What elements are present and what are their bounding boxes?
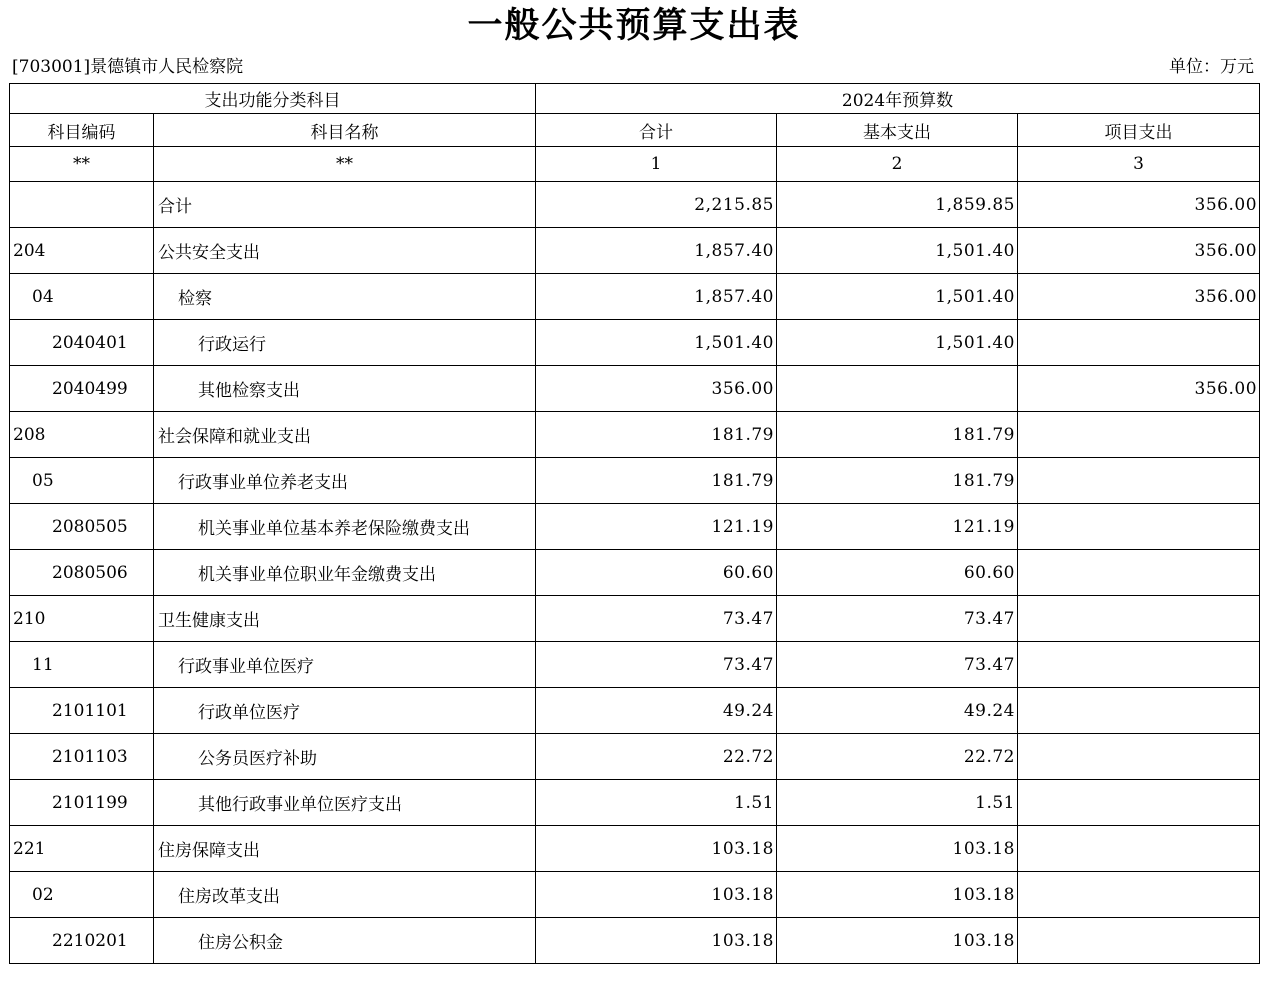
subject-code-cell (10, 182, 154, 228)
subject-name-cell: 卫生健康支出 (154, 596, 536, 642)
basic-expenditure-cell: 1,501.40 (777, 320, 1018, 366)
project-expenditure-cell (1018, 550, 1260, 596)
table-row (10, 458, 1260, 504)
project-expenditure-cell: 356.00 (1018, 228, 1260, 274)
table-row (10, 366, 1260, 412)
unit-label: 单位：万元 (1169, 57, 1254, 77)
total-cell: 1,501.40 (536, 320, 777, 366)
table-row (10, 320, 1260, 366)
basic-expenditure-cell: 103.18 (777, 826, 1018, 872)
total-cell: 181.79 (536, 458, 777, 504)
header-subject-code: 科目编码 (10, 114, 154, 147)
total-cell: 103.18 (536, 826, 777, 872)
table-row (10, 780, 1260, 826)
subject-name-cell: 机关事业单位基本养老保险缴费支出 (154, 504, 536, 550)
project-expenditure-cell: 356.00 (1018, 182, 1260, 228)
subject-code-cell: 2040499 (10, 366, 154, 412)
project-expenditure-cell (1018, 872, 1260, 918)
subject-code-cell: 221 (10, 826, 154, 872)
subject-code-cell: 204 (10, 228, 154, 274)
total-cell: 73.47 (536, 596, 777, 642)
project-expenditure-cell (1018, 688, 1260, 734)
table-row (10, 504, 1260, 550)
table-row (10, 412, 1260, 458)
subject-code-cell: 11 (10, 642, 154, 688)
organization-label: [703001]景德镇市人民检察院 (12, 57, 244, 77)
project-expenditure-cell: 356.00 (1018, 274, 1260, 320)
total-cell: 22.72 (536, 734, 777, 780)
subject-name-cell: 公务员医疗补助 (154, 734, 536, 780)
project-expenditure-cell (1018, 320, 1260, 366)
subject-name-cell: 其他检察支出 (154, 366, 536, 412)
index-project: 3 (1018, 147, 1260, 182)
header-group-function-classification: 支出功能分类科目 (10, 84, 536, 114)
header-group-row (10, 84, 1260, 114)
page-title: 一般公共预算支出表 (467, 6, 801, 46)
header-project-expenditure: 项目支出 (1018, 114, 1260, 147)
subject-code-cell: 2040401 (10, 320, 154, 366)
total-cell: 181.79 (536, 412, 777, 458)
subject-code-cell: 2080505 (10, 504, 154, 550)
project-expenditure-cell (1018, 642, 1260, 688)
subject-code-cell: 210 (10, 596, 154, 642)
subject-name-cell: 行政单位医疗 (154, 688, 536, 734)
basic-expenditure-cell: 103.18 (777, 918, 1018, 964)
basic-expenditure-cell: 49.24 (777, 688, 1018, 734)
basic-expenditure-cell: 181.79 (777, 412, 1018, 458)
header-index-row (10, 147, 1260, 182)
subject-name-cell: 公共安全支出 (154, 228, 536, 274)
basic-expenditure-cell (777, 366, 1018, 412)
total-cell: 1,857.40 (536, 274, 777, 320)
subject-name-cell: 其他行政事业单位医疗支出 (154, 780, 536, 826)
subject-name-cell: 行政事业单位医疗 (154, 642, 536, 688)
project-expenditure-cell (1018, 780, 1260, 826)
total-cell: 1,857.40 (536, 228, 777, 274)
subject-name-cell: 机关事业单位职业年金缴费支出 (154, 550, 536, 596)
subject-name-cell: 住房保障支出 (154, 826, 536, 872)
total-cell: 49.24 (536, 688, 777, 734)
project-expenditure-cell (1018, 734, 1260, 780)
index-code: ** (10, 147, 154, 182)
budget-table (9, 83, 1260, 964)
index-basic: 2 (777, 147, 1018, 182)
basic-expenditure-cell: 1,859.85 (777, 182, 1018, 228)
table-row (10, 550, 1260, 596)
total-cell: 60.60 (536, 550, 777, 596)
subject-name-cell: 检察 (154, 274, 536, 320)
total-cell: 356.00 (536, 366, 777, 412)
basic-expenditure-cell: 1,501.40 (777, 274, 1018, 320)
subject-name-cell: 社会保障和就业支出 (154, 412, 536, 458)
subject-code-cell: 2210201 (10, 918, 154, 964)
total-cell: 2,215.85 (536, 182, 777, 228)
total-cell: 73.47 (536, 642, 777, 688)
basic-expenditure-cell: 73.47 (777, 642, 1018, 688)
subject-name-cell: 行政运行 (154, 320, 536, 366)
subject-name-cell: 住房改革支出 (154, 872, 536, 918)
basic-expenditure-cell: 181.79 (777, 458, 1018, 504)
subject-code-cell: 02 (10, 872, 154, 918)
header-group-budget-year: 2024年预算数 (536, 84, 1260, 114)
table-row (10, 274, 1260, 320)
header-column-row (10, 114, 1260, 147)
basic-expenditure-cell: 103.18 (777, 872, 1018, 918)
subject-name-cell: 住房公积金 (154, 918, 536, 964)
basic-expenditure-cell: 60.60 (777, 550, 1018, 596)
project-expenditure-cell (1018, 826, 1260, 872)
table-row (10, 642, 1260, 688)
total-cell: 103.18 (536, 918, 777, 964)
project-expenditure-cell (1018, 412, 1260, 458)
basic-expenditure-cell: 73.47 (777, 596, 1018, 642)
table-row (10, 872, 1260, 918)
table-row (10, 182, 1260, 228)
total-cell: 1.51 (536, 780, 777, 826)
project-expenditure-cell (1018, 504, 1260, 550)
table-row (10, 734, 1260, 780)
table-row (10, 228, 1260, 274)
header-total: 合计 (536, 114, 777, 147)
subject-code-cell: 2101103 (10, 734, 154, 780)
basic-expenditure-cell: 1.51 (777, 780, 1018, 826)
table-row (10, 596, 1260, 642)
table-row (10, 688, 1260, 734)
header-basic-expenditure: 基本支出 (777, 114, 1018, 147)
subject-code-cell: 2101199 (10, 780, 154, 826)
index-name: ** (154, 147, 536, 182)
basic-expenditure-cell: 121.19 (777, 504, 1018, 550)
basic-expenditure-cell: 22.72 (777, 734, 1018, 780)
index-total: 1 (536, 147, 777, 182)
table-row (10, 918, 1260, 964)
header-subject-name: 科目名称 (154, 114, 536, 147)
subject-code-cell: 05 (10, 458, 154, 504)
basic-expenditure-cell: 1,501.40 (777, 228, 1018, 274)
subject-name-cell: 合计 (154, 182, 536, 228)
subject-code-cell: 208 (10, 412, 154, 458)
total-cell: 121.19 (536, 504, 777, 550)
project-expenditure-cell (1018, 458, 1260, 504)
project-expenditure-cell (1018, 918, 1260, 964)
subject-name-cell: 行政事业单位养老支出 (154, 458, 536, 504)
subject-code-cell: 2101101 (10, 688, 154, 734)
project-expenditure-cell: 356.00 (1018, 366, 1260, 412)
project-expenditure-cell (1018, 596, 1260, 642)
total-cell: 103.18 (536, 872, 777, 918)
subject-code-cell: 04 (10, 274, 154, 320)
subject-code-cell: 2080506 (10, 550, 154, 596)
table-row (10, 826, 1260, 872)
